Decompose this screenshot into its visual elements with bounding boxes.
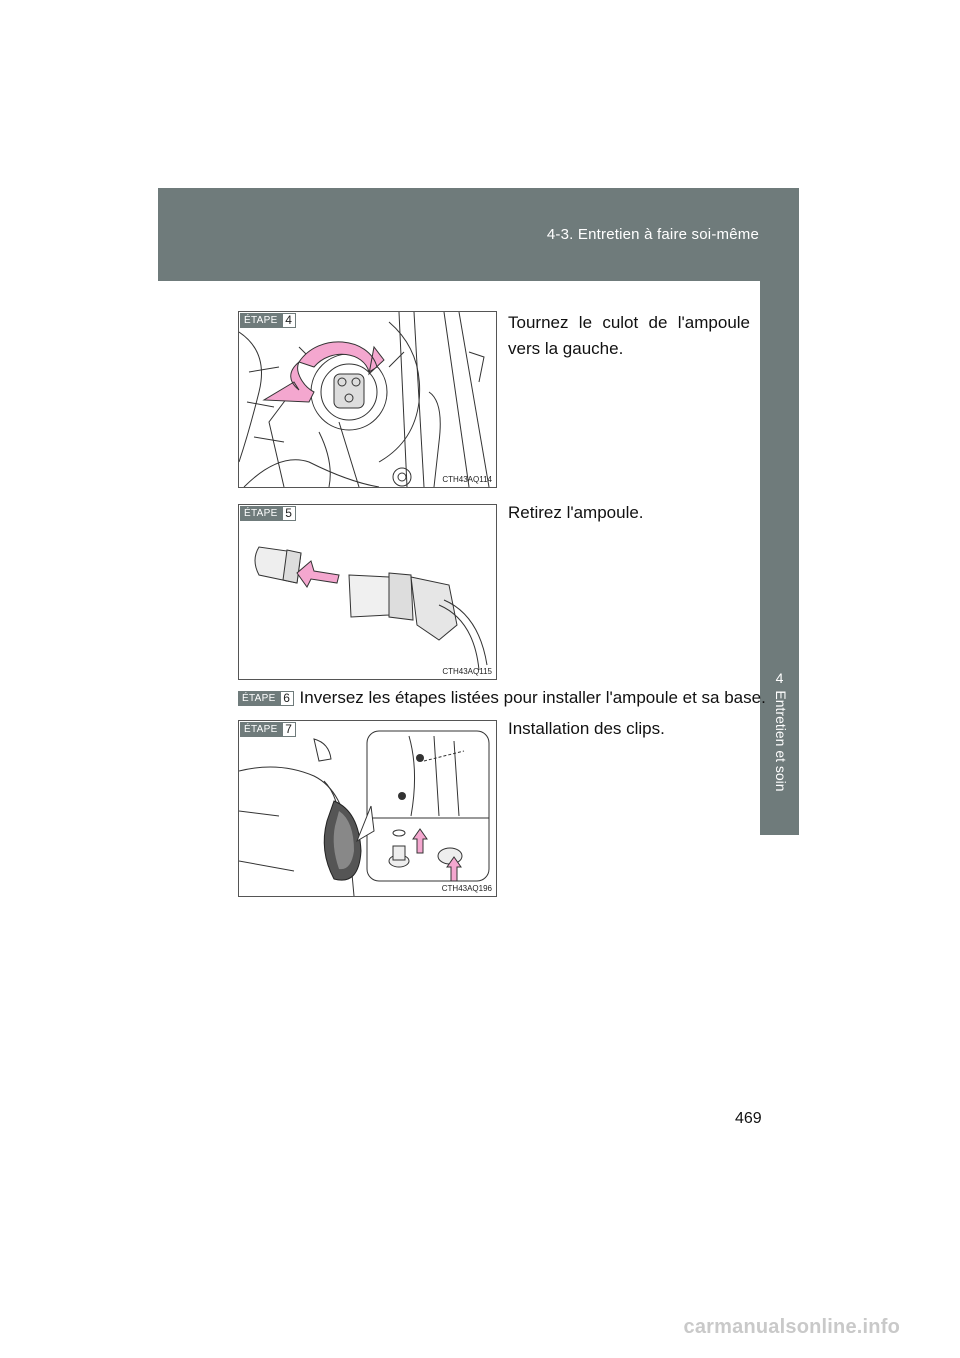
figure-step-7 [238, 720, 497, 897]
step-4-text: Tournez le culot de l'ampoule vers la gauche. [508, 313, 750, 358]
figure-code: CTH43AQ196 [441, 884, 492, 893]
step-badge: ÉTAPE 5 [240, 506, 296, 521]
step-badge: ÉTAPE 6 [238, 691, 294, 706]
section-header [158, 188, 799, 281]
step-6 [238, 688, 766, 708]
bulb-removal-illustration [239, 505, 496, 679]
figure-code: CTH43AQ115 [442, 667, 492, 676]
watermark: carmanualsonline.info [683, 1316, 900, 1338]
headlight-socket-illustration [239, 312, 496, 487]
step-badge: ÉTAPE 4 [240, 313, 296, 328]
figure-step-4 [238, 311, 497, 488]
page-number: 469 [735, 1110, 762, 1127]
figure-step-5 [238, 504, 497, 680]
step-5-text: Retirez l'ampoule. [508, 503, 644, 522]
step-7-text: Installation des clips. [508, 719, 665, 738]
section-title: 4-3. Entretien à faire soi-même [546, 226, 759, 243]
chapter-label: Entretien et soin [773, 690, 789, 792]
clip-installation-illustration [239, 721, 496, 896]
step-6-text: Inversez les étapes listées pour installer l'ampoule et sa base. [299, 688, 766, 707]
step-badge: ÉTAPE 7 [240, 722, 296, 737]
figure-code: CTH43AQ114 [442, 475, 492, 484]
chapter-tab [760, 281, 799, 835]
chapter-number: 4 [775, 670, 784, 686]
